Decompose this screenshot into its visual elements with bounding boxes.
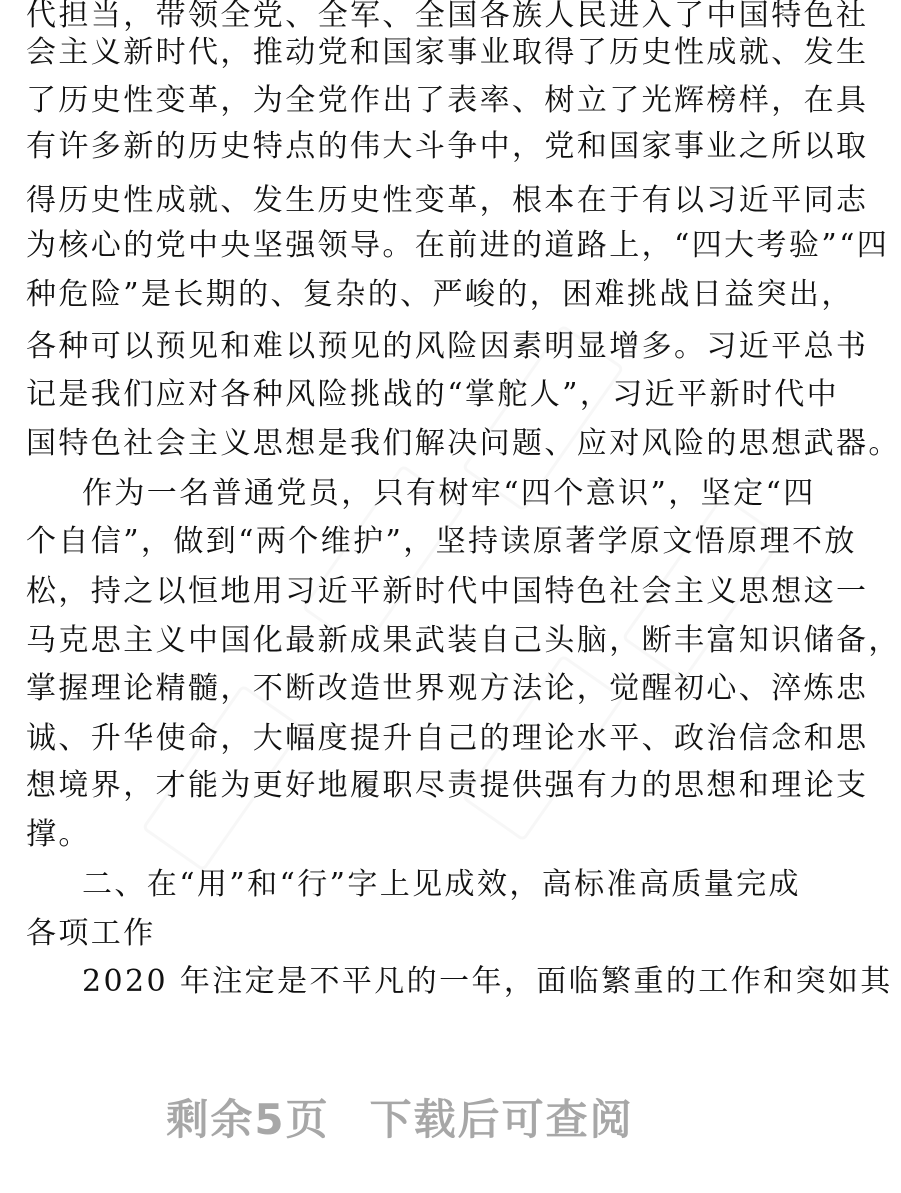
text-line: 撑。: [26, 817, 91, 852]
text-line: 记是我们应对各种风险挑战的“掌舵人”，习近平新时代中: [26, 377, 840, 412]
download-prompt[interactable]: [0, 1085, 800, 1149]
text-line: 有许多新的历史特点的伟大斗争中，党和国家事业之所以取: [26, 129, 869, 164]
paragraph-start-line: 2020 年注定是不平凡的一年，面临繁重的工作和突如其: [82, 964, 893, 999]
text-line: 个自信”，做到“两个维护”，坚持读原著学原文悟原理不放: [26, 524, 857, 559]
text-line: 掌握理论精髓，不断改造世界观方法论，觉醒初心、淬炼忠: [26, 671, 869, 706]
section-heading-line: 各项工作: [26, 916, 156, 951]
text-line: 国特色社会主义思想是我们解决问题、应对风险的思想武器。: [26, 426, 901, 461]
text-line: 松，持之以恒地用习近平新时代中国特色社会主义思想这一: [26, 574, 869, 609]
section-heading-line: 二、在“用”和“行”字上见成效，高标准高质量完成: [82, 867, 801, 902]
text-line: 为核心的党中央坚强领导。在前进的道路上，“四大考验”“四: [26, 228, 890, 263]
text-line: 得历史性成就、发生历史性变革，根本在于有以习近平同志: [26, 183, 869, 218]
remaining-pages-text: 剩余5页: [166, 1095, 330, 1144]
text-line: 各种可以预见和难以预见的风险因素明显增多。习近平总书: [26, 329, 869, 364]
text-line: 了历史性变革，为全党作出了表率、树立了光辉榜样，在具: [26, 83, 869, 118]
text-line: 种危险”是长期的、复杂的、严峻的，困难挑战日益突出，: [26, 277, 854, 312]
text-line: 诚、升华使命，大幅度提升自己的理论水平、政治信念和思: [26, 721, 869, 756]
text-line: 马克思主义中国化最新成果武装自己头脑，断丰富知识储备，: [26, 623, 901, 658]
download-hint-text: 下载后可查阅: [369, 1095, 634, 1144]
text-line: 代担当，带领全党、全军、全国各族人民进入了中国特色社: [26, 0, 869, 33]
text-line: 想境界，才能为更好地履职尽责提供强有力的思想和理论支: [26, 768, 869, 803]
text-line: 会主义新时代，推动党和国家事业取得了历史性成就、发生: [26, 35, 869, 70]
paragraph-start-line: 作为一名普通党员，只有树牢“四个意识”，坚定“四: [82, 476, 816, 511]
